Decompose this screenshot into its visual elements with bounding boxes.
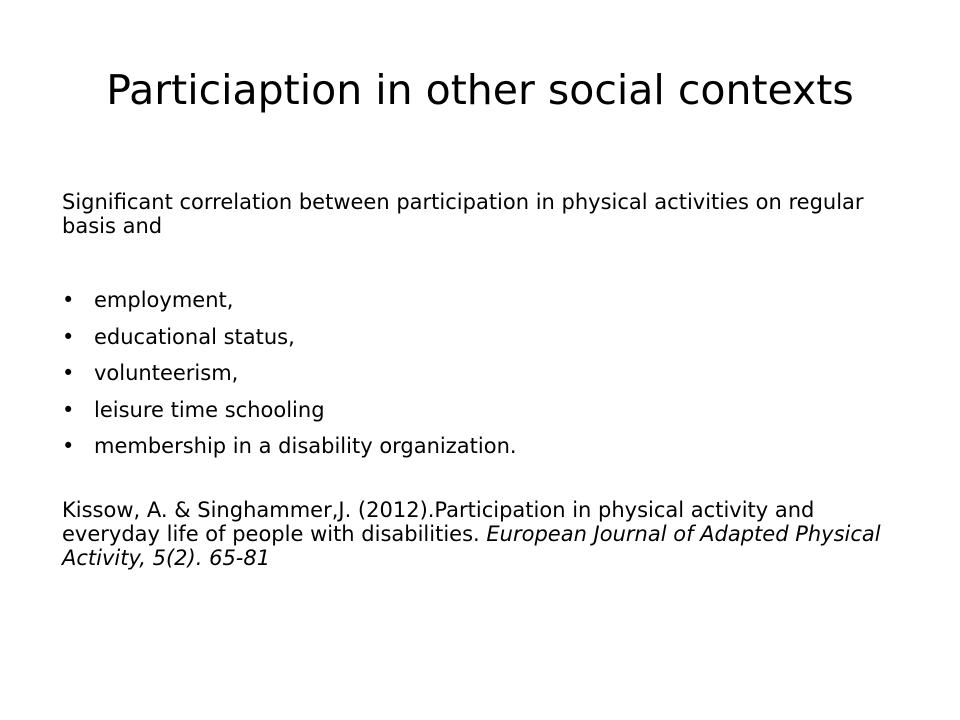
citation-journal: European Journal of Adapted Physical Activity, 5(2). 65-81 (62, 522, 881, 570)
bullet-text: membership in a disability organization. (94, 434, 517, 458)
bullet-text: volunteerism, (94, 361, 239, 385)
bullet-icon: • (62, 397, 75, 422)
citation-authors: Kissow, A. & Singhammer,J. (2012).Participation in physical activity and everyday life of people with disabilities. (62, 498, 815, 546)
bullet-text: educational status, (94, 324, 295, 349)
bullet-icon: • (62, 288, 75, 312)
citation (62, 498, 912, 570)
slide-title: Particiaption in other social contexts (106, 66, 854, 114)
bullet-text: leisure time schooling (94, 397, 325, 422)
bullet-icon: • (62, 324, 75, 349)
bullet-item-volunteerism (62, 361, 912, 385)
bullet-icon: • (62, 434, 75, 458)
bullet-text: employment, (94, 288, 234, 312)
slide-body (62, 190, 912, 570)
bullet-item-disability-organization (62, 434, 912, 458)
bullet-list (62, 288, 912, 458)
bullet-item-leisure-time-schooling (62, 398, 912, 422)
bullet-item-educational-status (62, 325, 912, 349)
bullet-item-employment (62, 288, 912, 312)
bullet-icon: • (62, 361, 75, 385)
intro-text: Significant correlation between participation in physical activities on regular basis and (62, 190, 864, 238)
